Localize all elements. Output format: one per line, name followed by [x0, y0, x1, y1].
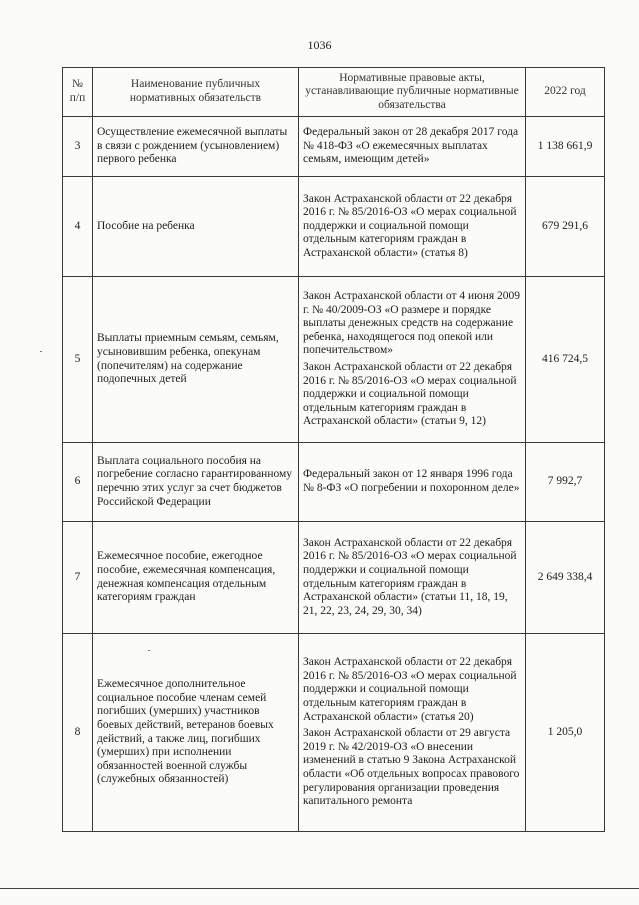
row-acts — [299, 177, 526, 277]
row-acts — [299, 277, 526, 443]
table-row — [63, 522, 605, 634]
table-header-row — [63, 68, 605, 117]
row-num: 6 — [63, 443, 93, 522]
legal-act: Федеральный закон от 12 января 1996 года № 8-ФЗ «О погребении и похоронном деле» — [303, 468, 520, 494]
row-name: Пособие на ребенка — [93, 177, 299, 277]
row-value: 7 992,7 — [526, 443, 605, 522]
row-acts — [299, 634, 526, 832]
row-value: 1 138 661,9 — [526, 117, 605, 177]
row-acts — [299, 522, 526, 634]
row-acts — [299, 117, 526, 177]
table-row — [63, 277, 605, 443]
legal-act: Закон Астраханской области от 22 декабря 2016 г. № 85/2016-ОЗ «О мерах социальной поддержки и социальной помощи отдельным категориям граждан в Астраханской области» (статьи 11, 18, 19, 21, 22, 23, 24, 29, 30, 34) — [303, 536, 517, 617]
row-name: Выплата социального пособия на погребение согласно гарантированному перечню этих услуг за счет бюджетов Российской Федерации — [93, 443, 299, 522]
row-name: Выплаты приемным семьям, семьям, усыновившим ребенка, опекунам (попечителям) на содержание подопечных детей — [93, 277, 299, 443]
table-row — [63, 117, 605, 177]
header-year: 2022 год — [526, 68, 605, 117]
row-num: 3 — [63, 117, 93, 177]
legal-act: Федеральный закон от 28 декабря 2017 года № 418-ФЗ «О ежемесячных выплатах семьям, имеющим детей» — [303, 126, 519, 166]
scan-speck — [40, 351, 42, 352]
scan-speck — [148, 650, 150, 651]
header-name: Наименование публичных нормативных обязательств — [93, 68, 299, 117]
row-name: Ежемесячное дополнительное социальное пособие членам семей погибших (умерших) участников боевых действий, ветеранов боевых действий, а также лиц, погибших (умерших) при исполнении обязанностей военной службы (служебных обязанностей) — [93, 634, 299, 832]
row-num: 7 — [63, 522, 93, 634]
page-number: 1036 — [307, 38, 332, 52]
table-row — [63, 634, 605, 832]
row-name: Осуществление ежемесячной выплаты в связи с рождением (усыновлением) первого ребенка — [93, 117, 299, 177]
row-value: 2 649 338,4 — [526, 522, 605, 634]
header-acts: Нормативные правовые акты, устанавливающие публичные нормативные обязательства — [299, 68, 526, 117]
legal-act: Закон Астраханской области от 4 июня 2009 г. № 40/2009-ОЗ «О размере и порядке выплаты денежных средств на содержание ребенка, находящегося под опекой или попечительством» — [303, 290, 521, 357]
legal-act: Закон Астраханской области от 22 декабря 2016 г. № 85/2016-ОЗ «О мерах социальной поддержки и социальной помощи отдельным категориям граждан в Астраханской области» (статья 20) — [303, 656, 517, 723]
row-name: Ежемесячное пособие, ежегодное пособие, ежемесячная компенсация, денежная компенсация отдельным категориям граждан — [93, 522, 299, 634]
legal-act: Закон Астраханской области от 22 декабря 2016 г. № 85/2016-ОЗ «О мерах социальной поддержки и социальной помощи отдельным категориям граждан в Астраханской области» (статья 8) — [303, 192, 517, 259]
row-num: 5 — [63, 277, 93, 443]
row-value: 1 205,0 — [526, 634, 605, 832]
legal-act: Закон Астраханской области от 29 августа 2019 г. № 42/2019-ОЗ «О внесении изменений в статью 9 Закона Астраханской области «Об отдельных вопросах правового регулирования организации проведения капитального ремонта — [303, 727, 520, 808]
row-value: 416 724,5 — [526, 277, 605, 443]
table-row — [63, 443, 605, 522]
row-acts — [299, 443, 526, 522]
header-num: № п/п — [63, 68, 93, 117]
row-value: 679 291,6 — [526, 177, 605, 277]
obligations-table — [62, 67, 605, 832]
table-row — [63, 177, 605, 277]
legal-act: Закон Астраханской области от 22 декабря 2016 г. № 85/2016-ОЗ «О мерах социальной поддержки и социальной помощи отдельным категориям граждан в Астраханской области» (статьи 9, 12) — [303, 361, 517, 428]
row-num: 4 — [63, 177, 93, 277]
row-num: 8 — [63, 634, 93, 832]
page-bottom-rule — [0, 888, 639, 889]
